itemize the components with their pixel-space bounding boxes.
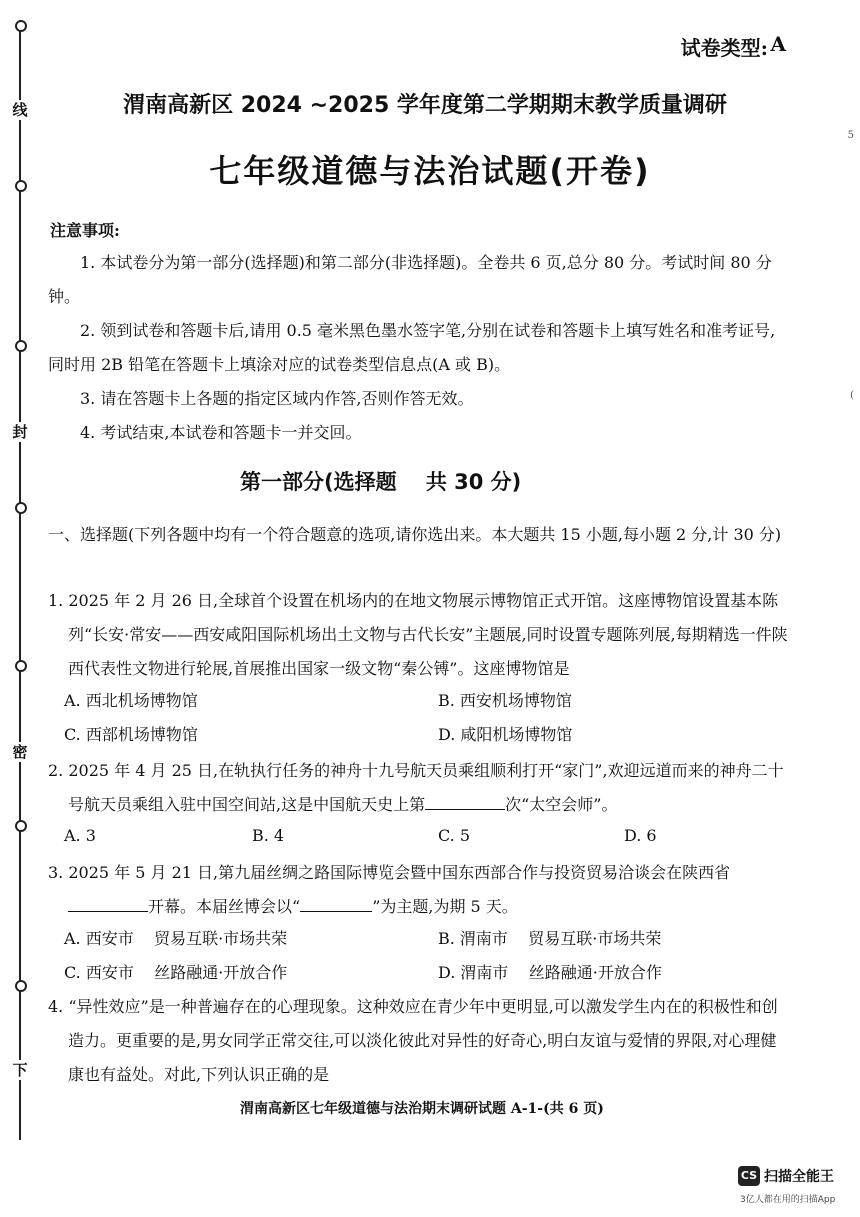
question-1-option-c: C. 西部机场博物馆	[64, 725, 198, 744]
question-3-stem	[48, 856, 788, 924]
question-2-stem-after: 次“太空会师”。	[505, 795, 618, 814]
binding-label-secret: 密	[10, 742, 30, 762]
question-1-stem: 1. 2025 年 2 月 26 日,全球首个设置在机场内的在地文物展示博物馆正式开馆。这座博物馆设置基本陈列“长安·常安——西安咸阳国际机场出土文物与古代长安”主题展,同时设置专题陈列展,每期精选一件陕西代表性文物进行轮展,首展推出国家一级文物“秦公镈”。这座博物馆是	[48, 591, 788, 678]
edge-mark: 5	[847, 130, 854, 141]
section-heading: 第一部分(选择题 共 30 分)	[240, 470, 522, 494]
binding-hole	[15, 820, 27, 832]
binding-hole	[15, 340, 27, 352]
notice-heading: 注意事项:	[50, 221, 120, 240]
paper-type-code: A	[770, 32, 786, 56]
notice-item: 4. 考试结束,本试卷和答题卡一并交回。	[80, 423, 362, 442]
paper-type-label: 试卷类型:	[680, 36, 768, 60]
question-2-option-c: C. 5	[438, 826, 471, 845]
question-2-option-d: D. 6	[624, 826, 657, 845]
notice-item: 3. 请在答题卡上各题的指定区域内作答,否则作答无效。	[80, 389, 474, 408]
camscanner-logo-icon: CS	[738, 1166, 760, 1186]
binding-hole	[15, 20, 27, 32]
binding-label-line: 线	[10, 100, 30, 120]
question-3-stem-middle: 开幕。本届丝博会以“	[148, 897, 301, 916]
page-footer: 渭南高新区七年级道德与法治期末调研试题 A-1-(共 6 页)	[240, 1101, 604, 1117]
section-instruction: 一、选择题(下列各题中均有一个符合题意的选项,请你选出来。本大题共 15 小题,每小题 2 分,计 30 分)	[48, 525, 782, 544]
question-2-option-a: A. 3	[64, 826, 96, 845]
question-3-option-d: D. 渭南市 丝路融通·开放合作	[438, 963, 662, 982]
question-2-stem	[48, 754, 788, 822]
question-3-stem-after: ”为主题,为期 5 天。	[372, 897, 518, 916]
question-3-option-b: B. 渭南市 贸易互联·市场共荣	[438, 929, 662, 948]
question-3-option-a: A. 西安市 贸易互联·市场共荣	[64, 929, 288, 948]
answer-blank	[425, 795, 505, 810]
edge-mark: (	[850, 390, 854, 401]
question-1-option-b: B. 西安机场博物馆	[438, 691, 572, 710]
question-3-stem-before: 3. 2025 年 5 月 21 日,第九届丝绸之路国际博览会暨中国东西部合作与投资贸易洽谈会在陕西省	[48, 863, 731, 882]
scanner-app-tagline: 3亿人都在用的扫描App	[740, 1195, 836, 1205]
question-2-stem-before: 2. 2025 年 4 月 25 日,在轨执行任务的神舟十九号航天员乘组顺利打开“家门”,欢迎远道而来的神舟二十号航天员乘组入驻中国空间站,这是中国航天史上第	[48, 761, 784, 814]
question-1-option-a: A. 西北机场博物馆	[64, 691, 198, 710]
question-3-option-c: C. 西安市 丝路融通·开放合作	[64, 963, 288, 982]
question-1-option-d: D. 咸阳机场博物馆	[438, 725, 573, 744]
question-4-stem: 4. “异性效应”是一种普遍存在的心理现象。这种效应在青少年中更明显,可以激发学生内在的积极性和创造力。更重要的是,男女同学正常交往,可以淡化彼此对异性的好奇心,明白友谊与爱情的界限,对心理健康也有益处。对此,下列认识正确的是	[48, 997, 778, 1084]
scanner-app-name: 扫描全能王	[764, 1169, 834, 1185]
binding-hole	[15, 502, 27, 514]
binding-line	[14, 20, 26, 1140]
binding-label-below: 下	[10, 1060, 30, 1080]
notice-item: 2. 领到试卷和答题卡后,请用 0.5 毫米黑色墨水签字笔,分别在试卷和答题卡上填写姓名和准考证号,同时用 2B 铅笔在答题卡上填涂对应的试卷类型信息点(A 或 B)。	[48, 321, 776, 374]
main-title: 七年级道德与法治试题(开卷)	[209, 152, 651, 190]
exam-title: 渭南高新区 2024 ~2025 学年度第二学期期末教学质量调研	[123, 93, 727, 118]
binding-label-seal: 封	[10, 422, 30, 442]
answer-blank	[300, 897, 372, 912]
binding-hole	[15, 660, 27, 672]
notice-item: 1. 本试卷分为第一部分(选择题)和第二部分(非选择题)。全卷共 6 页,总分 80 分。考试时间 80 分钟。	[48, 253, 772, 306]
binding-hole	[15, 180, 27, 192]
answer-blank	[68, 897, 148, 912]
question-2-option-b: B. 4	[252, 826, 285, 845]
binding-hole	[15, 980, 27, 992]
